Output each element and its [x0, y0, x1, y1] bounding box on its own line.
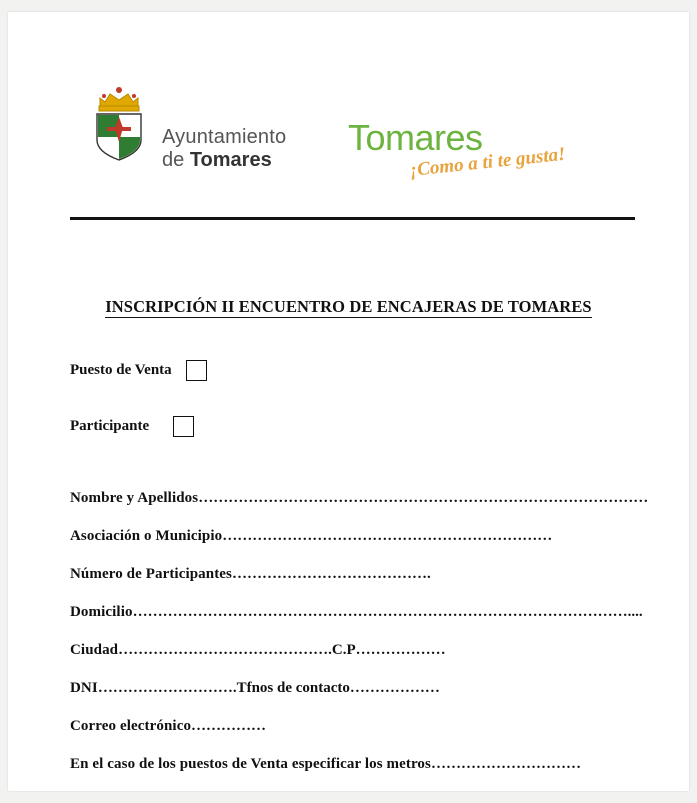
ayuntamiento-line1: Ayuntamiento [162, 126, 287, 148]
field-asociacion-o-municipio[interactable] [70, 528, 640, 545]
field-dots: ………………………………………………………… [222, 528, 553, 544]
field-label: Número de Participantes [70, 566, 232, 582]
field-numero-de-participantes[interactable] [70, 566, 640, 583]
field-dots: ……………………………………………………………………………………….... [132, 604, 643, 620]
option-participante-label: Participante [70, 418, 150, 434]
field-dots: …………… [191, 718, 267, 734]
field-nombre-y-apellidos[interactable] [70, 490, 649, 507]
field-label: Correo electrónico [70, 718, 192, 734]
field-dots: …………………………………. [232, 566, 431, 582]
option-puesto-de-venta[interactable] [70, 360, 207, 381]
field-label: DNI [70, 680, 98, 696]
field-label: Asociación o Municipio [70, 528, 223, 544]
tomares-brand-logo [348, 117, 567, 182]
ayuntamiento-wordmark [162, 126, 286, 172]
form-fields [70, 490, 649, 794]
field-dni-telefonos[interactable] [70, 680, 640, 697]
field-label: Domicilio [70, 604, 133, 620]
ayuntamiento-logo [90, 84, 286, 172]
tomares-brand-word: Tomares [348, 117, 483, 158]
header-divider [70, 217, 635, 220]
page-title-text: INSCRIPCIÓN II ENCUENTRO DE ENCAJERAS DE TOMARES [105, 297, 592, 316]
document-header [8, 12, 689, 181]
checkbox-puesto-de-venta[interactable] [186, 360, 207, 381]
page-title [8, 297, 689, 317]
option-participante[interactable] [70, 416, 194, 437]
field-metros-puestos-venta[interactable] [70, 756, 640, 773]
field-label: Ciudad [70, 642, 119, 658]
document-page [8, 12, 689, 791]
field-dots: …………………………………….C.P……………… [118, 642, 446, 658]
field-dots: ………………………… [430, 756, 581, 772]
tomares-brand-slogan: ¡Como a ti te gusta! [408, 143, 567, 181]
field-label: En el caso de los puestos de Venta especificar los metros [70, 756, 431, 772]
field-label: Nombre y Apellidos [70, 490, 199, 506]
field-domicilio[interactable] [70, 604, 643, 621]
ayuntamiento-line2: de Tomares [162, 149, 272, 171]
checkbox-participante[interactable] [173, 416, 194, 437]
field-dots: ……………………….Tfnos de contacto……………… [97, 680, 440, 696]
option-puesto-de-venta-label: Puesto de Venta [70, 362, 172, 378]
field-dots: ……………………………………………………………………………… [198, 490, 649, 506]
coat-of-arms-icon [90, 84, 148, 162]
field-correo-electronico[interactable] [70, 718, 640, 735]
field-ciudad-cp[interactable] [70, 642, 640, 659]
